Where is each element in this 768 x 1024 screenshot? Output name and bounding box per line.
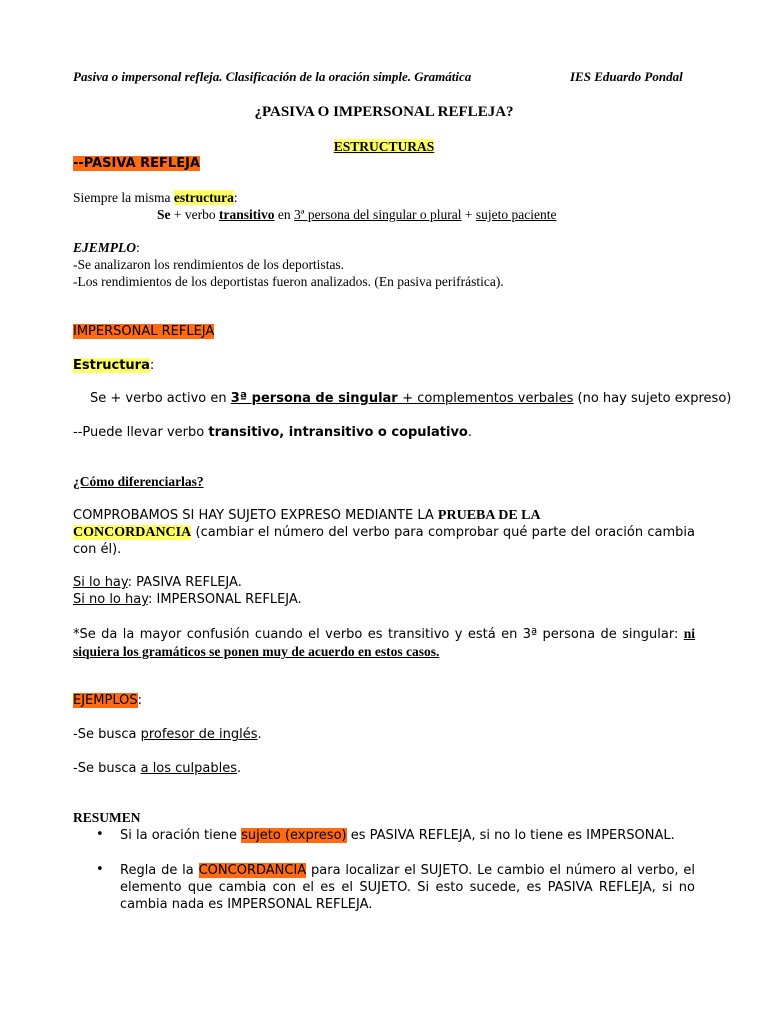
si-lo-hay [73,574,242,591]
resumen-item-1-pre: Si la oración tiene [120,828,242,843]
ejemplos-heading-colon: : [137,693,142,708]
formula-se: Se [157,207,171,222]
impersonal-heading [73,323,214,340]
resumen-item-2-highlight: CONCORDANCIA [198,863,307,878]
si-lo-hay-text: : PASIVA REFLEJA. [127,575,242,590]
impersonal-estructura-label: Estructura [73,358,150,373]
impersonal-estructura [73,357,154,374]
resumen-heading: RESUMEN [73,810,141,825]
pasiva-intro-post: : [233,190,238,205]
ejemplo-1-underlined: profesor de inglés [140,727,258,742]
page-title: ¿PASIVA O IMPERSONAL REFLEJA? [254,104,514,120]
impersonal-formula [90,390,731,407]
impersonal-formula-plus: + [402,391,418,406]
resumen-item-1-highlight: sujeto (expreso) [241,828,347,843]
impersonal-note-bold: transitivo, intransitivo o copulativo [208,425,468,440]
resumen-bullet-1-marker: • [96,827,104,842]
ejemplo-1 [73,726,262,743]
ejemplo-colon: : [136,240,140,255]
resumen-item-2 [120,862,695,913]
estructuras-label: ESTRUCTURAS [333,139,435,154]
ejemplo-2-pre: -Se busca [73,761,141,776]
si-no-lo-hay-text: : IMPERSONAL REFLEJA. [147,592,302,607]
resumen-bullet-2-marker: • [96,862,104,877]
pasiva-formula [157,206,557,223]
diferenciar-p1-post: (cambiar el número del verbo para comprobar qué parte del oración cambia con él). [73,525,695,557]
diferenciar-p1-pre: COMPROBAMOS SI HAY SUJETO EXPRESO MEDIANTE LA [73,508,438,523]
formula-sujeto: sujeto paciente [475,207,557,222]
ejemplos-heading-text: EJEMPLOS [73,693,138,708]
resumen-item-1-post: es PASIVA REFLEJA, si no lo tiene es IMPERSONAL. [346,828,675,843]
section-estructuras [0,138,768,155]
pasiva-heading [73,155,200,172]
ejemplo-2-post: . [237,761,242,776]
diferenciar-p1-bold2: CONCORDANCIA [73,525,192,540]
formula-plus2: + [461,207,476,222]
si-lo-hay-label: Si lo hay [73,575,128,590]
diferenciar-heading: ¿Cómo diferenciarlas? [73,474,204,489]
diferenciar-paragraph-1 [73,507,695,558]
impersonal-note [73,424,472,441]
impersonal-formula-comp: complementos verbales [417,391,574,406]
pasiva-intro-pre: Siempre la misma [73,190,174,205]
diferenciar-p1-bold1: PRUEBA DE LA [437,508,541,523]
impersonal-formula-post: (no hay sujeto expreso) [573,391,732,406]
impersonal-formula-persona: 3ª persona de singular [230,391,403,406]
resumen-item-2-pre: Regla de la [120,863,199,878]
ejemplo-2-underlined: a los culpables [140,761,238,776]
formula-plus1: + verbo [170,207,219,222]
impersonal-estructura-colon: : [149,358,155,373]
running-header-right: IES Eduardo Pondal [570,69,683,84]
pasiva-intro-highlight: estructura [173,190,234,205]
pasiva-example-2: -Los rendimientos de los deportistas fueron analizados. (En pasiva perifrástica). [73,274,504,289]
impersonal-formula-pre: Se + verbo activo en [90,391,231,406]
formula-persona: 3ª persona del singular o plural [293,207,462,222]
ejemplo-2 [73,760,241,777]
confusion-note-bold: ni siquiera los gramáticos se ponen muy de acuerdo en estos casos. [73,626,695,659]
impersonal-heading-text: IMPERSONAL REFLEJA [73,324,215,339]
formula-transitivo: transitivo [218,207,275,222]
ejemplo-1-post: . [257,727,262,742]
pasiva-example-1: -Se analizaron los rendimientos de los deportistas. [73,257,345,272]
resumen-item-2-post: para localizar el SUJETO. Le cambio el número al verbo, el elemento que cambia con el es el SUJETO. Si esto sucede, es PASIVA REFLEJA, si no cambia nada es IMPERSONAL REFLEJA. [120,863,695,912]
ejemplo-label-line [73,239,140,256]
impersonal-note-pre: --Puede llevar verbo [73,425,209,440]
ejemplo-1-pre: -Se busca [73,727,141,742]
formula-en: en [274,207,294,222]
ejemplos-heading [73,692,142,709]
pasiva-heading-text: --PASIVA REFLEJA [73,156,200,171]
resumen-item-1 [120,827,675,844]
impersonal-note-post: . [467,425,473,440]
ejemplo-label: EJEMPLO [73,240,137,255]
confusion-note [73,625,695,661]
si-no-lo-hay [73,591,302,608]
running-header-left: Pasiva o impersonal refleja. Clasificación de la oración simple. Gramática [73,69,472,84]
pasiva-intro [73,189,238,206]
confusion-note-pre: *Se da la mayor confusión cuando el verbo es transitivo y está en 3ª persona de singular: [73,627,684,642]
si-no-lo-hay-label: Si no lo hay [73,592,148,607]
